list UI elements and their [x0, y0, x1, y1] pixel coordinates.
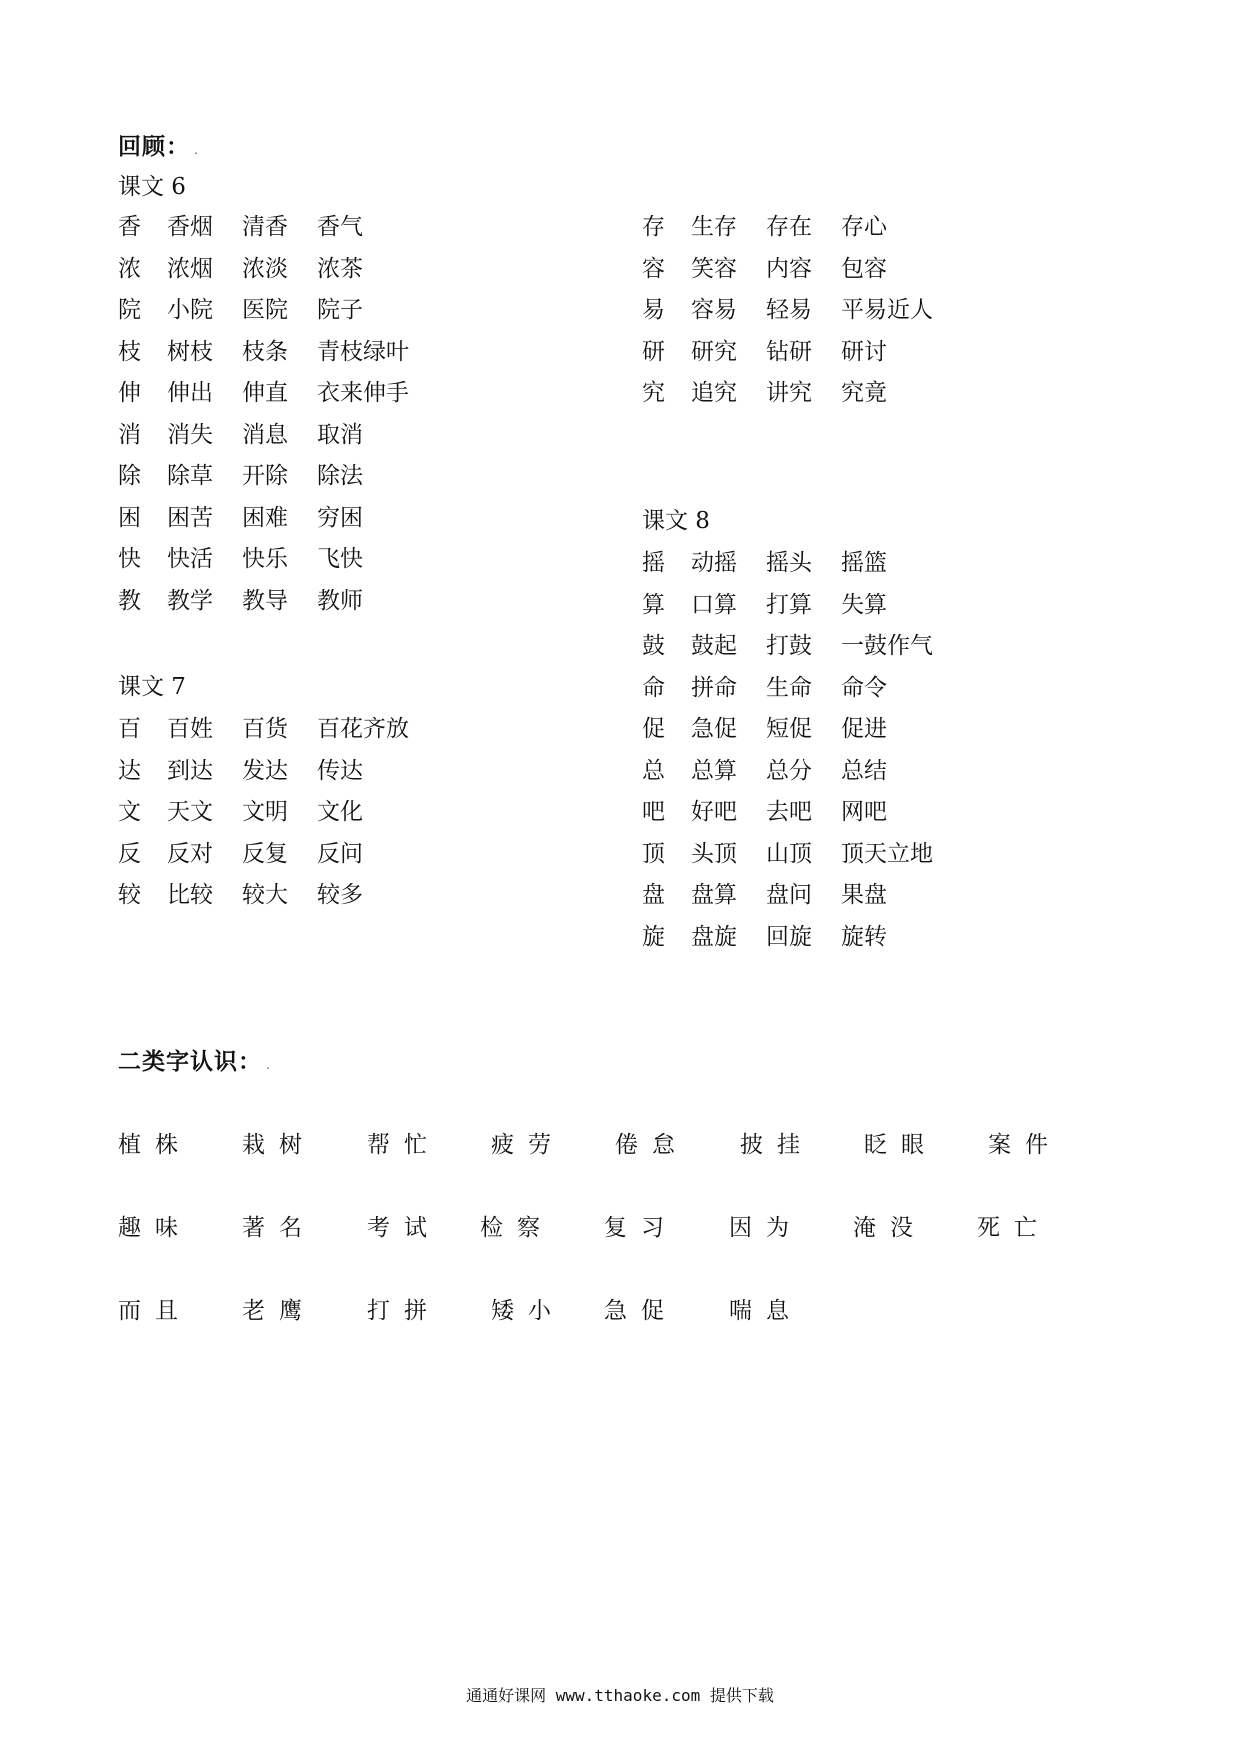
word: 香烟	[167, 214, 213, 240]
word: 口算	[691, 591, 737, 618]
word: 动摇	[691, 550, 737, 576]
recognition-word: 而且	[118, 1298, 192, 1324]
character: 文	[118, 799, 141, 825]
word: 旋转	[841, 923, 887, 950]
word: 究竟	[841, 380, 887, 406]
word: 讲究	[766, 380, 812, 406]
recognition-word: 趣味	[118, 1215, 192, 1241]
word: 传达	[317, 757, 363, 784]
word: 打鼓	[766, 633, 812, 659]
word: 快活	[167, 546, 213, 572]
word: 短促	[766, 716, 812, 742]
word: 困苦	[167, 504, 213, 531]
word: 摇篮	[841, 550, 887, 576]
word: 香气	[317, 214, 363, 240]
word: 研讨	[841, 338, 887, 365]
character: 命	[642, 674, 665, 701]
recognition-word: 死亡	[977, 1215, 1051, 1241]
word: 伸直	[242, 380, 288, 406]
character: 快	[118, 546, 141, 572]
recognition-word: 案件	[988, 1132, 1062, 1158]
word: 较多	[317, 882, 363, 908]
word: 顶天立地	[841, 840, 933, 867]
character: 易	[642, 297, 665, 323]
word: 百花齐放	[317, 716, 409, 742]
recognition-word: 淹没	[853, 1215, 927, 1241]
word: 打算	[766, 591, 812, 618]
word: 教师	[317, 587, 363, 614]
recognition-word: 复习	[604, 1215, 678, 1241]
character: 香	[118, 214, 141, 240]
recognition-word: 矮小	[491, 1298, 565, 1324]
character: 顶	[642, 840, 665, 867]
character: 百	[118, 716, 141, 742]
word: 山顶	[766, 840, 812, 867]
lesson-8-title: 课文 8	[642, 508, 710, 534]
recognition-word: 著名	[242, 1215, 316, 1241]
word: 除草	[167, 463, 213, 489]
word: 命令	[841, 674, 887, 701]
recognition-word: 植株	[118, 1132, 192, 1158]
word: 开除	[242, 463, 288, 489]
character: 鼓	[642, 633, 665, 659]
character: 盘	[642, 882, 665, 908]
character: 算	[642, 591, 665, 618]
word: 文明	[242, 799, 288, 825]
word: 除法	[317, 463, 363, 489]
word: 浓淡	[242, 255, 288, 282]
recognition-word: 疲劳	[491, 1132, 565, 1158]
review-heading	[118, 128, 199, 161]
recognition-word: 披挂	[740, 1132, 814, 1158]
word: 一鼓作气	[841, 633, 933, 659]
word: 取消	[317, 421, 363, 448]
word: 追究	[691, 380, 737, 406]
word: 百姓	[167, 716, 213, 742]
review-heading-text: 回顾：	[118, 133, 190, 160]
character: 研	[642, 338, 665, 365]
word: 枝条	[242, 338, 288, 365]
recognition-word: 因为	[729, 1215, 803, 1241]
word: 头顶	[691, 840, 737, 867]
word: 天文	[167, 799, 213, 825]
word: 容易	[691, 297, 737, 323]
character: 旋	[642, 923, 665, 950]
character: 消	[118, 421, 141, 448]
character: 总	[642, 757, 665, 784]
word: 浓茶	[317, 255, 363, 282]
word: 促进	[841, 716, 887, 742]
word: 包容	[841, 255, 887, 282]
recognition-word: 倦怠	[615, 1132, 689, 1158]
word: 百货	[242, 716, 288, 742]
word: 盘算	[691, 882, 737, 908]
word: 树枝	[167, 338, 213, 365]
recognition-word: 急促	[604, 1298, 678, 1324]
word: 钻研	[766, 338, 812, 365]
word: 清香	[242, 214, 288, 240]
character: 究	[642, 380, 665, 406]
character: 摇	[642, 550, 665, 576]
lesson-6-title: 课文 6	[118, 174, 186, 200]
character: 促	[642, 716, 665, 742]
recognition-word: 眨眼	[864, 1132, 938, 1158]
word: 内容	[766, 255, 812, 282]
recognition-word: 打拼	[367, 1298, 441, 1324]
recognition-heading	[118, 1043, 271, 1076]
word: 快乐	[242, 546, 288, 572]
word: 消息	[242, 421, 288, 448]
word: 教导	[242, 587, 288, 614]
word: 存在	[766, 214, 812, 240]
recognition-heading-text: 二类字认识：	[118, 1048, 262, 1075]
word: 小院	[167, 297, 213, 323]
word: 反复	[242, 840, 288, 867]
word: 盘旋	[691, 923, 737, 950]
word: 穷困	[317, 504, 363, 531]
word: 教学	[167, 587, 213, 614]
character: 院	[118, 297, 141, 323]
word: 困难	[242, 504, 288, 531]
word: 摇头	[766, 550, 812, 576]
word: 回旋	[766, 923, 812, 950]
character: 存	[642, 214, 665, 240]
word: 轻易	[766, 297, 812, 323]
word: 总结	[841, 757, 887, 784]
character: 浓	[118, 255, 141, 282]
word: 失算	[841, 591, 887, 618]
footer-credit: 通通好课网 www.tthaoke.com 提供下载	[466, 1686, 774, 1705]
word: 鼓起	[691, 633, 737, 659]
word: 浓烟	[167, 255, 213, 282]
character: 困	[118, 504, 141, 531]
word: 到达	[167, 757, 213, 784]
word: 总分	[766, 757, 812, 784]
character: 容	[642, 255, 665, 282]
word: 网吧	[841, 799, 887, 825]
character: 除	[118, 463, 141, 489]
word: 反对	[167, 840, 213, 867]
recognition-word: 栽树	[242, 1132, 316, 1158]
word: 好吧	[691, 799, 737, 825]
character: 达	[118, 757, 141, 784]
word: 青枝绿叶	[317, 338, 409, 365]
character: 较	[118, 882, 141, 908]
word: 较大	[242, 882, 288, 908]
word: 比较	[167, 882, 213, 908]
word: 去吧	[766, 799, 812, 825]
word: 研究	[691, 338, 737, 365]
word: 拼命	[691, 674, 737, 701]
character: 枝	[118, 338, 141, 365]
word: 存心	[841, 214, 887, 240]
recognition-word: 帮忙	[367, 1132, 441, 1158]
word: 反问	[317, 840, 363, 867]
recognition-word: 考试	[367, 1215, 441, 1241]
word: 飞快	[317, 546, 363, 572]
word: 平易近人	[841, 297, 933, 323]
word: 消失	[167, 421, 213, 448]
word: 医院	[242, 297, 288, 323]
character: 反	[118, 840, 141, 867]
word: 院子	[317, 297, 363, 323]
word: 伸出	[167, 380, 213, 406]
word: 果盘	[841, 882, 887, 908]
word: 总算	[691, 757, 737, 784]
character: 吧	[642, 799, 665, 825]
recognition-word: 喘息	[729, 1298, 803, 1324]
heading-mark: .	[266, 1058, 271, 1072]
word: 盘问	[766, 882, 812, 908]
word: 生命	[766, 674, 812, 701]
word: 衣来伸手	[317, 380, 409, 406]
word: 急促	[691, 716, 737, 742]
recognition-word: 老鹰	[242, 1298, 316, 1324]
word: 生存	[691, 214, 737, 240]
heading-mark: .	[194, 143, 199, 157]
word: 笑容	[691, 255, 737, 282]
character: 教	[118, 587, 141, 614]
word: 文化	[317, 799, 363, 825]
word: 发达	[242, 757, 288, 784]
character: 伸	[118, 380, 141, 406]
lesson-7-title: 课文 7	[118, 674, 186, 700]
recognition-word: 检察	[480, 1215, 554, 1241]
